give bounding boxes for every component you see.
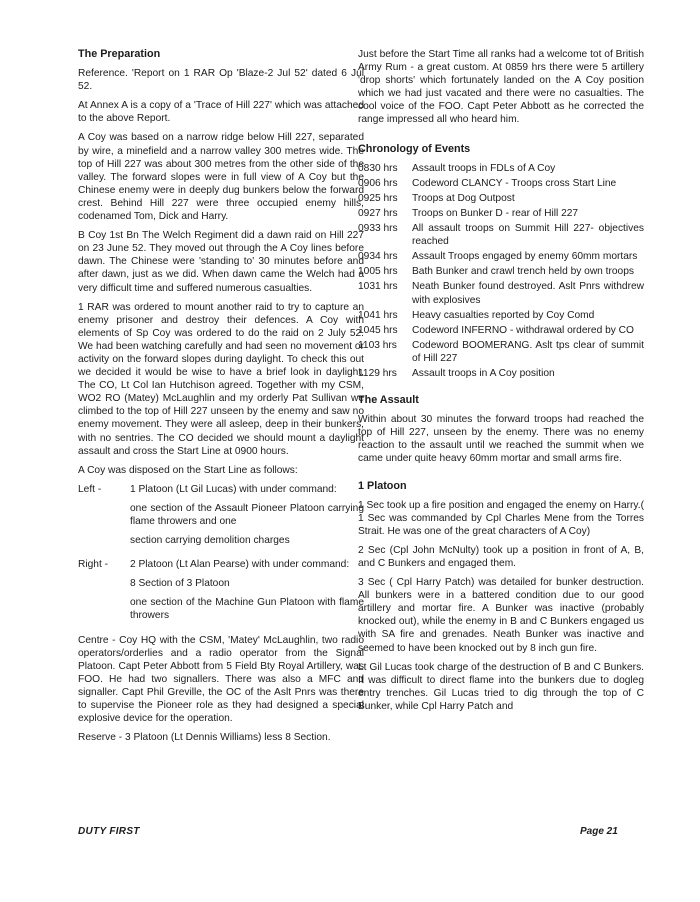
chronology-event: Troops at Dog Outpost [412, 192, 515, 204]
chronology-event: Assault troops in FDLs of A Coy [412, 162, 556, 174]
chronology-event: Codeword BOOMERANG. Aslt tps clear of summit of Hill 227 [412, 339, 644, 364]
paragraph: Just before the Start Time all ranks had a welcome tot of British Army Rum - a great custom. At 0859 hrs there were 5 artillery 'drop shorts' which fortunately landed on the A Coy position which we had just vacated and there were no casualties. The cool voice of the FOO. Capt Peter Abbott as he corrected the range impressed all who heard him. [358, 49, 644, 126]
chronology-list [358, 162, 644, 380]
paragraph: 2 Sec (Cpl John McNulty) took up a position in front of A, B, and C Bunkers and engaged them. [358, 544, 644, 569]
chronology-time: 1129 hrs [358, 367, 397, 379]
chronology-row [358, 222, 644, 248]
paragraph: A Coy was based on a narrow ridge below Hill 227, separated by wire, a minefield and a narrow valley 300 metres wide. The top of Hill 227 was about 300 metres from the other side of the valley. The forward slopes were in full view of A Coy but the Chinese enemy were in deeply dug bunkers below the forward crest. Behind Hill 227 were three occupied enemy hills, codenamed Tom, Dick and Harry. [78, 132, 364, 223]
disposition-label: Right - [78, 559, 109, 571]
paragraph: 1 Sec took up a fire position and engaged the enemy on Harry.( 1 Sec was commanded by Cpl Charles Mene from the Torres Strait. He was one of the great characters of A Coy) [358, 499, 644, 537]
paragraph: A Coy was disposed on the Start Line as follows: [78, 464, 298, 476]
chronology-time: 0925 hrs [358, 192, 398, 204]
section-heading-1-platoon: 1 Platoon [358, 479, 407, 492]
right-column [358, 48, 644, 719]
paragraph: Centre - Coy HQ with the CSM, 'Matey' McLaughlin, two radio operators/orderlies and a radio operator from the Signal Platoon. Capt Peter Abbott from 5 Field Bty Royal Artillery, was FOO. He had two signallers. There was also a MFC and signaller. Capt Phil Greville, the OC of the Aslt Pnrs was there to supervise the Pioneer role as they had designed a special explosive device for the operation. [78, 634, 364, 725]
chronology-row [358, 367, 644, 380]
chronology-row [358, 280, 644, 306]
paragraph: Within about 30 minutes the forward troops had reached the top of Hill 227, unseen by the enemy. There was no enemy reaction to the assault until we reached the summit when we came under quite heavy 60mm mortar and small arms fire. [358, 414, 644, 465]
section-heading-preparation: The Preparation [78, 48, 161, 60]
paragraph: Reserve - 3 Platoon (Lt Dennis Williams) less 8 Section. [78, 732, 331, 744]
chronology-row [358, 265, 644, 278]
disposition-label: Left - [78, 483, 102, 495]
chronology-time: 1103 hrs [358, 339, 397, 351]
paragraph: 1 RAR was ordered to mount another raid to try to capture an enemy prisoner and destroy their defences. A Coy with elements of Sp Coy was ordered to do the raid on 2 July 52. We had been watching carefully and had seen no movement or activity on the forward slopes during daylight. To check this out we decided it would be wise to have a brief look in daylight. The CO, Lt Col Ian Hutchison agreed. Together with my CSM, WO2 RO (Matey) McLaughlin and my orderly Pat Sullivan we climbed to the top of Hill 227 unseen by the enemy and saw no enemy movement. They were all asleep, deep in their bunkers, with no sentries. The CO decided we should mount a daylight assault and cross the Start Line at 0900 hours. [78, 301, 364, 457]
chronology-row [358, 207, 644, 220]
paragraph: Lt Gil Lucas took charge of the destruction of B and C Bunkers. It was difficult to direct flame into the bunkers due to dogleg entry trenches. Gil Lucas tried to dig through the top of C Bunker, while Cpl Harry Patch and [358, 661, 644, 712]
chronology-row [358, 192, 644, 205]
chronology-time: 0934 hrs [358, 251, 398, 263]
footer-publication-title: DUTY FIRST [78, 826, 140, 837]
paragraph: 3 Sec ( Cpl Harry Patch) was detailed for bunker destruction. All bunkers were in a battered condition due to our good artillery and mortar fire. A Bunker was inactive (probably knocked out), while the enemy in B and C Bunkers engaged us with SA fire and grenades. Neath Bunker was inactive and seemed to have been knocked out by 8 inch gun fire. [358, 577, 644, 654]
disposition-line: section carrying demolition charges [130, 535, 290, 547]
chronology-time: 1045 hrs [358, 324, 398, 336]
chronology-time: 1031 hrs [358, 281, 398, 293]
chronology-event: Troops on Bunker D - rear of Hill 227 [412, 207, 579, 219]
paragraph: At Annex A is a copy of a 'Trace of Hill 227' which was attached to the above Report. [78, 100, 364, 125]
chronology-time: 0830 hrs [358, 162, 398, 174]
disposition-line: one section of the Assault Pioneer Platoon carrying flame throwers and one [130, 502, 364, 527]
chronology-time: 1005 hrs [358, 266, 398, 278]
disposition-left [78, 483, 364, 553]
disposition-line: one section of the Machine Gun Platoon with flame throwers [130, 597, 364, 622]
section-heading-chronology: Chronology of Events [358, 142, 471, 155]
paragraph: Reference. 'Report on 1 RAR Op 'Blaze-2 Jul 52' dated 6 Jul 52. [78, 68, 364, 93]
chronology-row [358, 324, 644, 337]
left-column [78, 48, 364, 750]
chronology-event: Bath Bunker and crawl trench held by own troops [412, 266, 634, 278]
chronology-event: Codeword INFERNO - withdrawal ordered by CO [412, 324, 634, 336]
chronology-event: Codeword CLANCY - Troops cross Start Line [412, 177, 617, 189]
chronology-time: 0906 hrs [358, 177, 398, 189]
chronology-event: Assault troops in A Coy position [412, 367, 555, 379]
disposition-line: 1 Platoon (Lt Gil Lucas) with under command: [130, 483, 337, 495]
disposition-line: 8 Section of 3 Platoon [130, 578, 230, 590]
chronology-row [358, 250, 644, 263]
disposition-right [78, 558, 364, 628]
chronology-event: Neath Bunker found destroyed. Aslt Pnrs withdrew with explosives [412, 281, 644, 306]
footer-page-number: Page 21 [580, 826, 618, 837]
chronology-row [358, 177, 644, 190]
disposition-line: 2 Platoon (Lt Alan Pearse) with under command: [130, 559, 350, 571]
chronology-row [358, 309, 644, 322]
chronology-event: Assault Troops engaged by enemy 60mm mortars [412, 251, 638, 263]
section-heading-assault: The Assault [358, 394, 419, 407]
chronology-event: Heavy casualties reported by Coy Comd [412, 309, 595, 321]
chronology-event: All assault troops on Summit Hill 227- objectives reached [412, 223, 644, 248]
chronology-time: 1041 hrs [358, 309, 398, 321]
chronology-row [358, 339, 644, 365]
chronology-time: 0933 hrs [358, 223, 398, 235]
chronology-row [358, 162, 644, 175]
paragraph: B Coy 1st Bn The Welch Regiment did a dawn raid on Hill 227 on 23 June 52. They moved out through the A Coy lines before dawn. The Chinese were 'standing to' 30 minutes before and after dawn, just as we did. When dawn came the Welch had a very difficult time and suffered numerous casualties. [78, 230, 364, 294]
chronology-time: 0927 hrs [358, 207, 398, 219]
